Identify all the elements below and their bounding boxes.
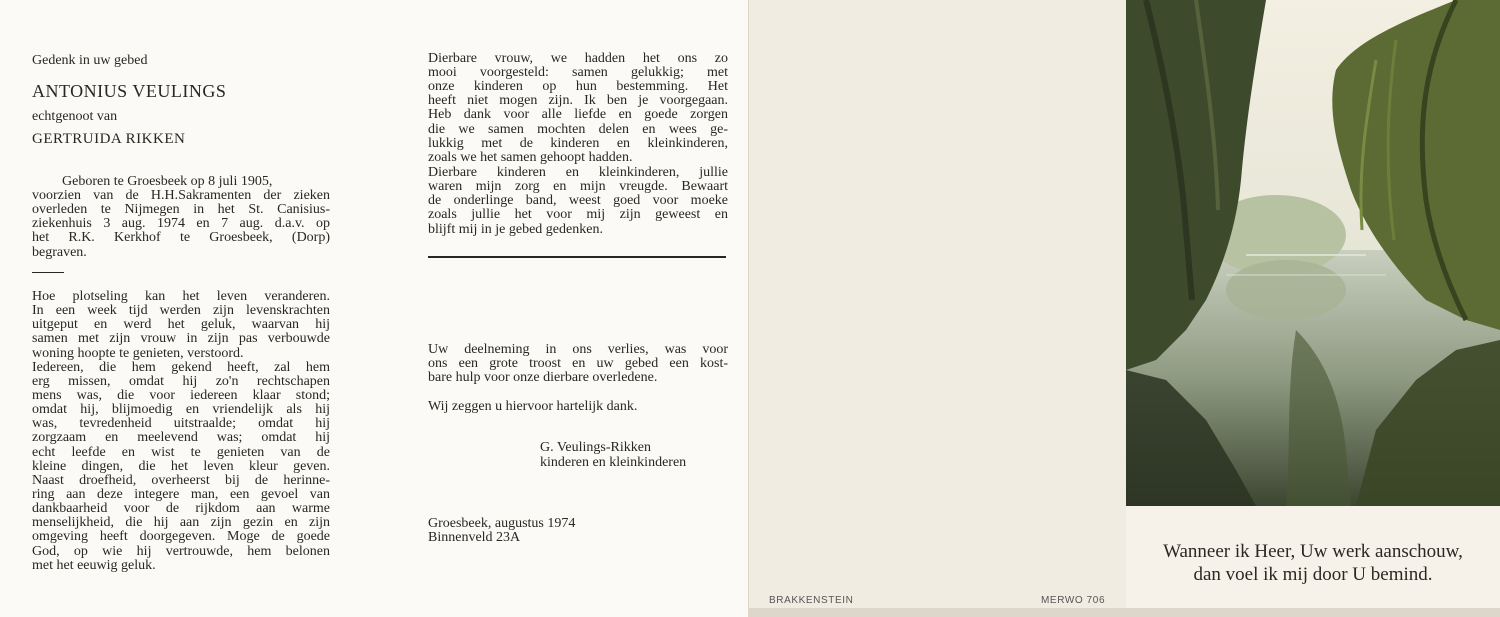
bio-line: ziekenhuis 3 aug. 1974 en 7 aug. d.a.v. op: [32, 216, 330, 231]
print-code: MERWO 706: [1041, 595, 1106, 606]
verse-line: dan voel ik mij door U bemind.: [1193, 564, 1433, 585]
text-line: omdat hij, blijmoedig en vriendelijk als hij: [32, 402, 330, 417]
relation-line: echtgenoot van: [32, 109, 118, 124]
text-line: met het eeuwig geluk.: [32, 558, 156, 573]
farewell-line: zoals we het samen gehoopt hadden.: [428, 150, 633, 165]
text-line: mens was, die voor iedereen klaar stond;: [32, 388, 330, 403]
left-page: [0, 0, 380, 617]
bio-line: overleden te Nijmegen in het St. Canisius-: [32, 202, 330, 217]
bio-line: Geboren te Groesbeek op 8 juli 1905,: [62, 174, 273, 189]
intro-line: Gedenk in uw gebed: [32, 53, 148, 68]
farewell-line: heeft niet mogen zijn. Ik ben je voorgegaan.: [428, 93, 728, 108]
card-edge: [749, 608, 1127, 617]
text-line: Iedereen, die hem gekend heeft, zal hem: [32, 360, 330, 375]
back-cover: [748, 0, 1127, 617]
publisher-imprint: BRAKKENSTEIN: [769, 595, 854, 606]
farewell-line: blijft mij in je gebed gedenken.: [428, 222, 603, 237]
farewell-line: lukkig met de kinderen en kleinkinderen,: [428, 136, 728, 151]
farewell-line: die we samen mochten delen en wees ge-: [428, 122, 728, 137]
bio-line: voorzien van de H.H.Sakramenten der zieken: [32, 188, 330, 203]
text-line: omgeving heeft doorgegeven. Moge de goede: [32, 529, 330, 544]
verse-line: Wanneer ik Heer, Uw werk aanschouw,: [1163, 541, 1463, 562]
short-divider: [32, 272, 64, 273]
thanks-line: bare hulp voor onze dierbare overledene.: [428, 370, 658, 385]
card-edge: [1126, 608, 1500, 617]
farewell-line: Heb dank voor alle liefde en goede zorgen: [428, 107, 728, 122]
thanks-line: ons een grote troost en uw gebed een kost-: [428, 356, 728, 371]
farewell-line: de onderlinge band, weest goed voor moeke: [428, 193, 728, 208]
text-line: dankbaarheid voor de rijkdom aan warme: [32, 501, 330, 516]
willow-pond-photo: [1126, 0, 1500, 506]
text-line: Hoe plotseling kan het leven veranderen.: [32, 289, 330, 304]
text-line: erg missen, omdat hij zo'n rechtschapen: [32, 374, 330, 389]
text-line: was, tevredenheid uitstraalde; omdat hij: [32, 416, 330, 431]
section-divider: [428, 256, 726, 258]
signature-line: G. Veulings-Rikken: [540, 440, 651, 455]
thanks-line: Uw deelneming in ons verlies, was voor: [428, 342, 728, 357]
place-date: Groesbeek, augustus 1974: [428, 516, 576, 531]
bio-line: begraven.: [32, 245, 87, 260]
spouse-name: GERTRUIDA RIKKEN: [32, 131, 186, 147]
text-line: echt leefde en wist te genieten van de: [32, 445, 330, 460]
farewell-line: Dierbare kinderen en kleinkinderen, jullie: [428, 165, 728, 180]
middle-page: [380, 0, 748, 617]
text-line: zorgzaam en meelevend was; omdat hij: [32, 430, 330, 445]
signature-line: kinderen en kleinkinderen: [540, 455, 687, 470]
farewell-line: mooi voorgesteld: samen gelukkig; met: [428, 65, 728, 80]
deceased-name: ANTONIUS VEULINGS: [32, 81, 227, 101]
text-line: samen met zijn vrouw in zijn pas verbouwde: [32, 331, 330, 346]
text-line: menselijkheid, die hij aan zijn gezin en zijn: [32, 515, 330, 530]
text-line: uitgeput en werd het geluk, waarvan hij: [32, 317, 330, 332]
text-line: Naast droefheid, overheerst bij de herinne-: [32, 473, 330, 488]
thanks-closing: Wij zeggen u hiervoor hartelijk dank.: [428, 399, 638, 414]
bio-line: het R.K. Kerkhof te Groesbeek, (Dorp): [32, 230, 330, 245]
front-cover: [1126, 0, 1500, 617]
text-line: God, op wie hij vertrouwde, hem belonen: [32, 544, 330, 559]
text-line: In een week tijd werden zijn levenskrachten: [32, 303, 330, 318]
text-line: ring aan deze integere man, een gevoel van: [32, 487, 330, 502]
address: Binnenveld 23A: [428, 530, 521, 545]
farewell-line: waren mijn zorg en mijn vreugde. Bewaart: [428, 179, 728, 194]
farewell-line: zoals jullie het voor mij zijn geweest en: [428, 207, 728, 222]
farewell-line: onze kinderen op hun bestemming. Het: [428, 79, 728, 94]
farewell-line: Dierbare vrouw, we hadden het ons zo: [428, 51, 728, 66]
text-line: kleine dingen, die het leven kleur geven.: [32, 459, 330, 474]
text-line: woning hoopte te genieten, verstoord.: [32, 346, 244, 361]
